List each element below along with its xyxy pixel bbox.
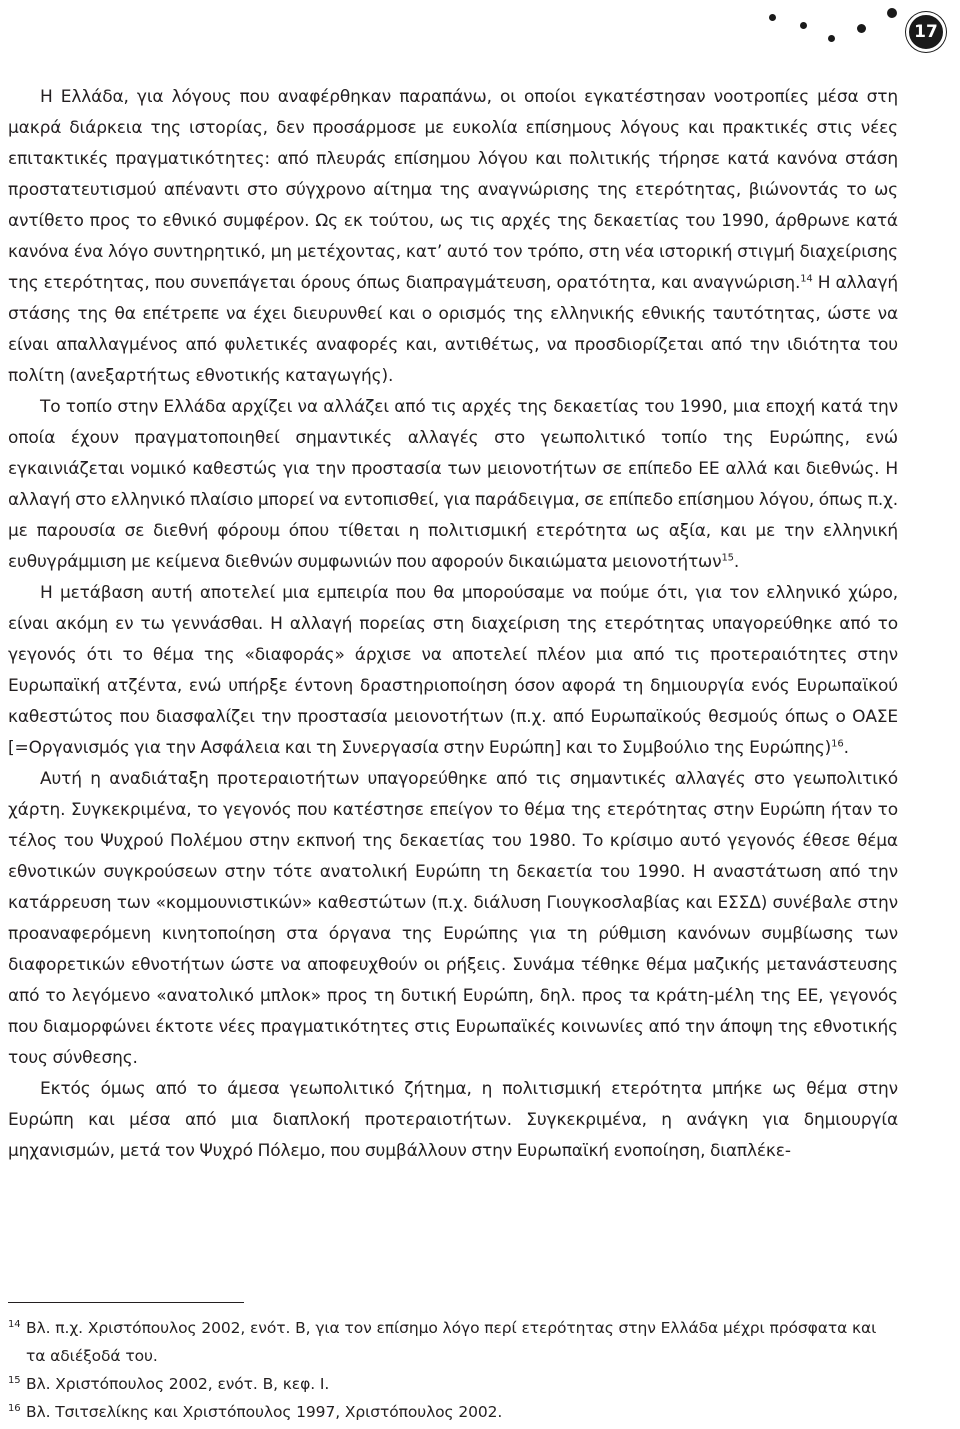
footnotes [8,1314,898,1426]
footnote-item: $^{14}$ Βλ. π.χ. Χριστόπουλος 2002, ενότ. Β, για τον επίσημο λόγο περί ετερότητας στην Ελλάδα μέχρι πρόσφατα και τα αδιέξοδά του. [8,1318,877,1365]
footnote-item: $^{15}$ Βλ. Χριστόπουλος 2002, ενότ. Β, κεφ. Ι. [8,1374,330,1393]
paragraph [8,392,898,578]
footnote-item: $^{16}$ Βλ. Τσιτσελίκης και Χριστόπουλος 1997, Χριστόπουλος 2002. [8,1402,503,1421]
paragraph-text: Το τοπίο στην Ελλάδα αρχίζει να αλλάζει από τις αρχές της δεκαετίας του 1990, μια εποχή κατά την οποία έχουν πραγματοποιηθεί σημαντικές αλλαγές στο γεωπολιτικό τοπίο της Ευρώπης, ενώ εγκαινιάζεται νομικό καθεστώς για την προστασία των μειονοτήτων σε επίπεδο ΕΕ αλλά και διεθνώς. Η αλλαγή στο ελληνικό πλαίσιο μπορεί να εντοπισθεί, για παράδειγμα, σε επίπεδο επίσημου λόγου, όπως π.χ. με παρουσία σε διεθνή φόρουμ όπου τίθεται η πολιτισμική ετερότητα ως αξία, και με την ελληνική ευθυγράμμιση με κείμενα διεθνών συμφωνιών που αφορούν δικαιώματα μειονοτήτων [8,397,898,572]
decorative-dots [0,0,960,60]
dot-decoration [857,24,866,33]
paragraph [8,764,898,1074]
dot-decoration [828,35,835,42]
footnote-text: Βλ. Τσιτσελίκης και Χριστόπουλος 1997, Χριστόπουλος 2002. [26,1403,503,1421]
main-text [8,82,898,1167]
paragraph-text: Η αλλαγή στάσης της θα επέτρεπε να έχει διευρυνθεί και ο ορισμός της ελληνικής εθνικής ταυτότητας, ώστε να είναι απαλλαγμένος από φυλετικές αναφορές και, αντιθέτως, να προσδιορίζεται από την ιδιότητα του πολίτη (ανεξαρτήτως εθνοτικής καταγωγής). [8,273,898,386]
paragraph-text: Αυτή η αναδιάταξη προτεραιοτήτων υπαγορεύθηκε από τις σημαντικές αλλαγές στο γεωπολιτικό χάρτη. Συγκεκριμένα, το γεγονός που κατέστησε επείγον το θέμα της ετερότητας στην Ευρώπη ήταν το τέλος του Ψυχρού Πολέμου στην εκπνοή της δεκαετίας του 1980. Το κρίσιμο αυτό γεγονός έθεσε θέμα εθνοτικών συγκρούσεων στην τότε ανατολική Ευρώπη τη δεκαετία του 1990. Η αναστάτωση από την κατάρρευση των «κομμουνιστικών» καθεστώτων (π.χ. διάλυση Γιουγκοσλαβίας και ΕΣΣΔ) συνέβαλε στην προαναφερόμενη κινητοποίηση στα όργανα της Ευρώπης για τη ρύθμιση κανόνων συμβίωσης των διαφορετικών εθνοτήτων ώστε να αποφευχθούν οι ρήξεις. Συνάμα τέθηκε θέμα μαζικής μετανάστευσης από το λεγόμενο «ανατολικό μπλοκ» προς τη δυτική Ευρώπη, δηλ. προς τα κράτη-μέλη της ΕΕ, γεγονός που διαμορφώνει έκτοτε νέες πραγματικότητες στις Ευρωπαϊκές κοινωνίες από την άποψη της εθνοτικής τους σύνθεσης. [8,769,898,1068]
paragraph-text: Η μετάβαση αυτή αποτελεί μια εμπειρία που θα μπορούσαμε να πούμε ότι, για τον ελληνικό χώρο, είναι ακόμη εν τω γεννάσθαι. Η αλλαγή πορείας στη διαχείριση της ετερότητας υπαγορεύθηκε από το γεγονός ότι το θέμα της «διαφοράς» άρχισε να αποτελεί πλέον μια από τις προτεραιότητες στην Ευρωπαϊκή ατζέντα, ενώ υπήρξε έντονη δραστηριοποίηση όσον αφορά τη δημιουργία ενός Ευρωπαϊκού καθεστώτος που διασφαλίζει την προστασία μειονοτήτων (π.χ. από Ευρωπαϊκούς θεσμούς όπως ο ΟΑΣΕ [=Οργανισμός για την Ασφάλεια και τη Συνεργασία στην Ευρώπη] και το Συμβούλιο της Ευρώπης) [8,583,898,758]
footnote-divider [8,1302,244,1303]
dot-decoration [887,8,897,18]
page-number-badge [906,8,950,52]
footnote-reference: 14 [800,273,813,285]
paragraph-text: . [843,738,849,758]
paragraph-text: Εκτός όμως από το άμεσα γεωπολιτικό ζήτημα, η πολιτισμική ετερότητα μπήκε ως θέμα στην Ευρώπη και μέσα από μια διαπλοκή προτεραιοτήτων. Συγκεκριμένα, η ανάγκη για δημιουργία μηχανισμών, μετά τον Ψυχρό Πόλεμο, που συμβάλλουν στην Ευρωπαϊκή ενοποίηση, διαπλέκε- [8,1079,898,1161]
page-number: 17 [906,12,946,52]
footnote-reference: 15 [721,552,734,564]
footnote-reference: 16 [831,738,844,750]
dot-decoration [769,14,776,21]
paragraph-text: . [733,552,740,572]
footnote-text: Βλ. Χριστόπουλος 2002, ενότ. Β, κεφ. Ι. [26,1375,330,1393]
dot-decoration [800,22,807,29]
paragraph-text: Η Ελλάδα, για λόγους που αναφέρθηκαν παραπάνω, οι οποίοι εγκατέστησαν νοοτροπίες μέσα στη μακρά διάρκεια της ιστορίας, δεν προσάρμοσε με ευκολία επίσημους λόγους και πρακτικές στις νέες επιτακτικές πραγματικότητες: από πλευράς επίσημου λόγου και πολιτικής τήρησε κατά κανόνα στάση προστατευτισμού απέναντι στο σύγχρονο αίτημα της αναγνώρισης της ετερότητας, βιώνοντάς το ως αντίθετο προς το εθνικό συμφέρον. Ως εκ τούτου, ως τις αρχές της δεκαετίας του 1990, άρθρωνε κατά κανόνα ένα λόγο συντηρητικό, μη μετέχοντας, κατ’ αυτό τον τρόπο, στη νέα ιστορική στιγμή διαχείρισης της ετερότητας, που συνεπάγεται όρους όπως διαπραγμάτευση, ορατότητα, και αναγνώριση. [8,87,898,293]
paragraph [8,578,898,764]
paragraph [8,1074,898,1167]
paragraph [8,82,898,392]
footnote-text: Βλ. π.χ. Χριστόπουλος 2002, ενότ. Β, για τον επίσημο λόγο περί ετερότητας στην Ελλάδα μέχρι πρόσφατα και τα αδιέξοδά του. [26,1319,877,1365]
